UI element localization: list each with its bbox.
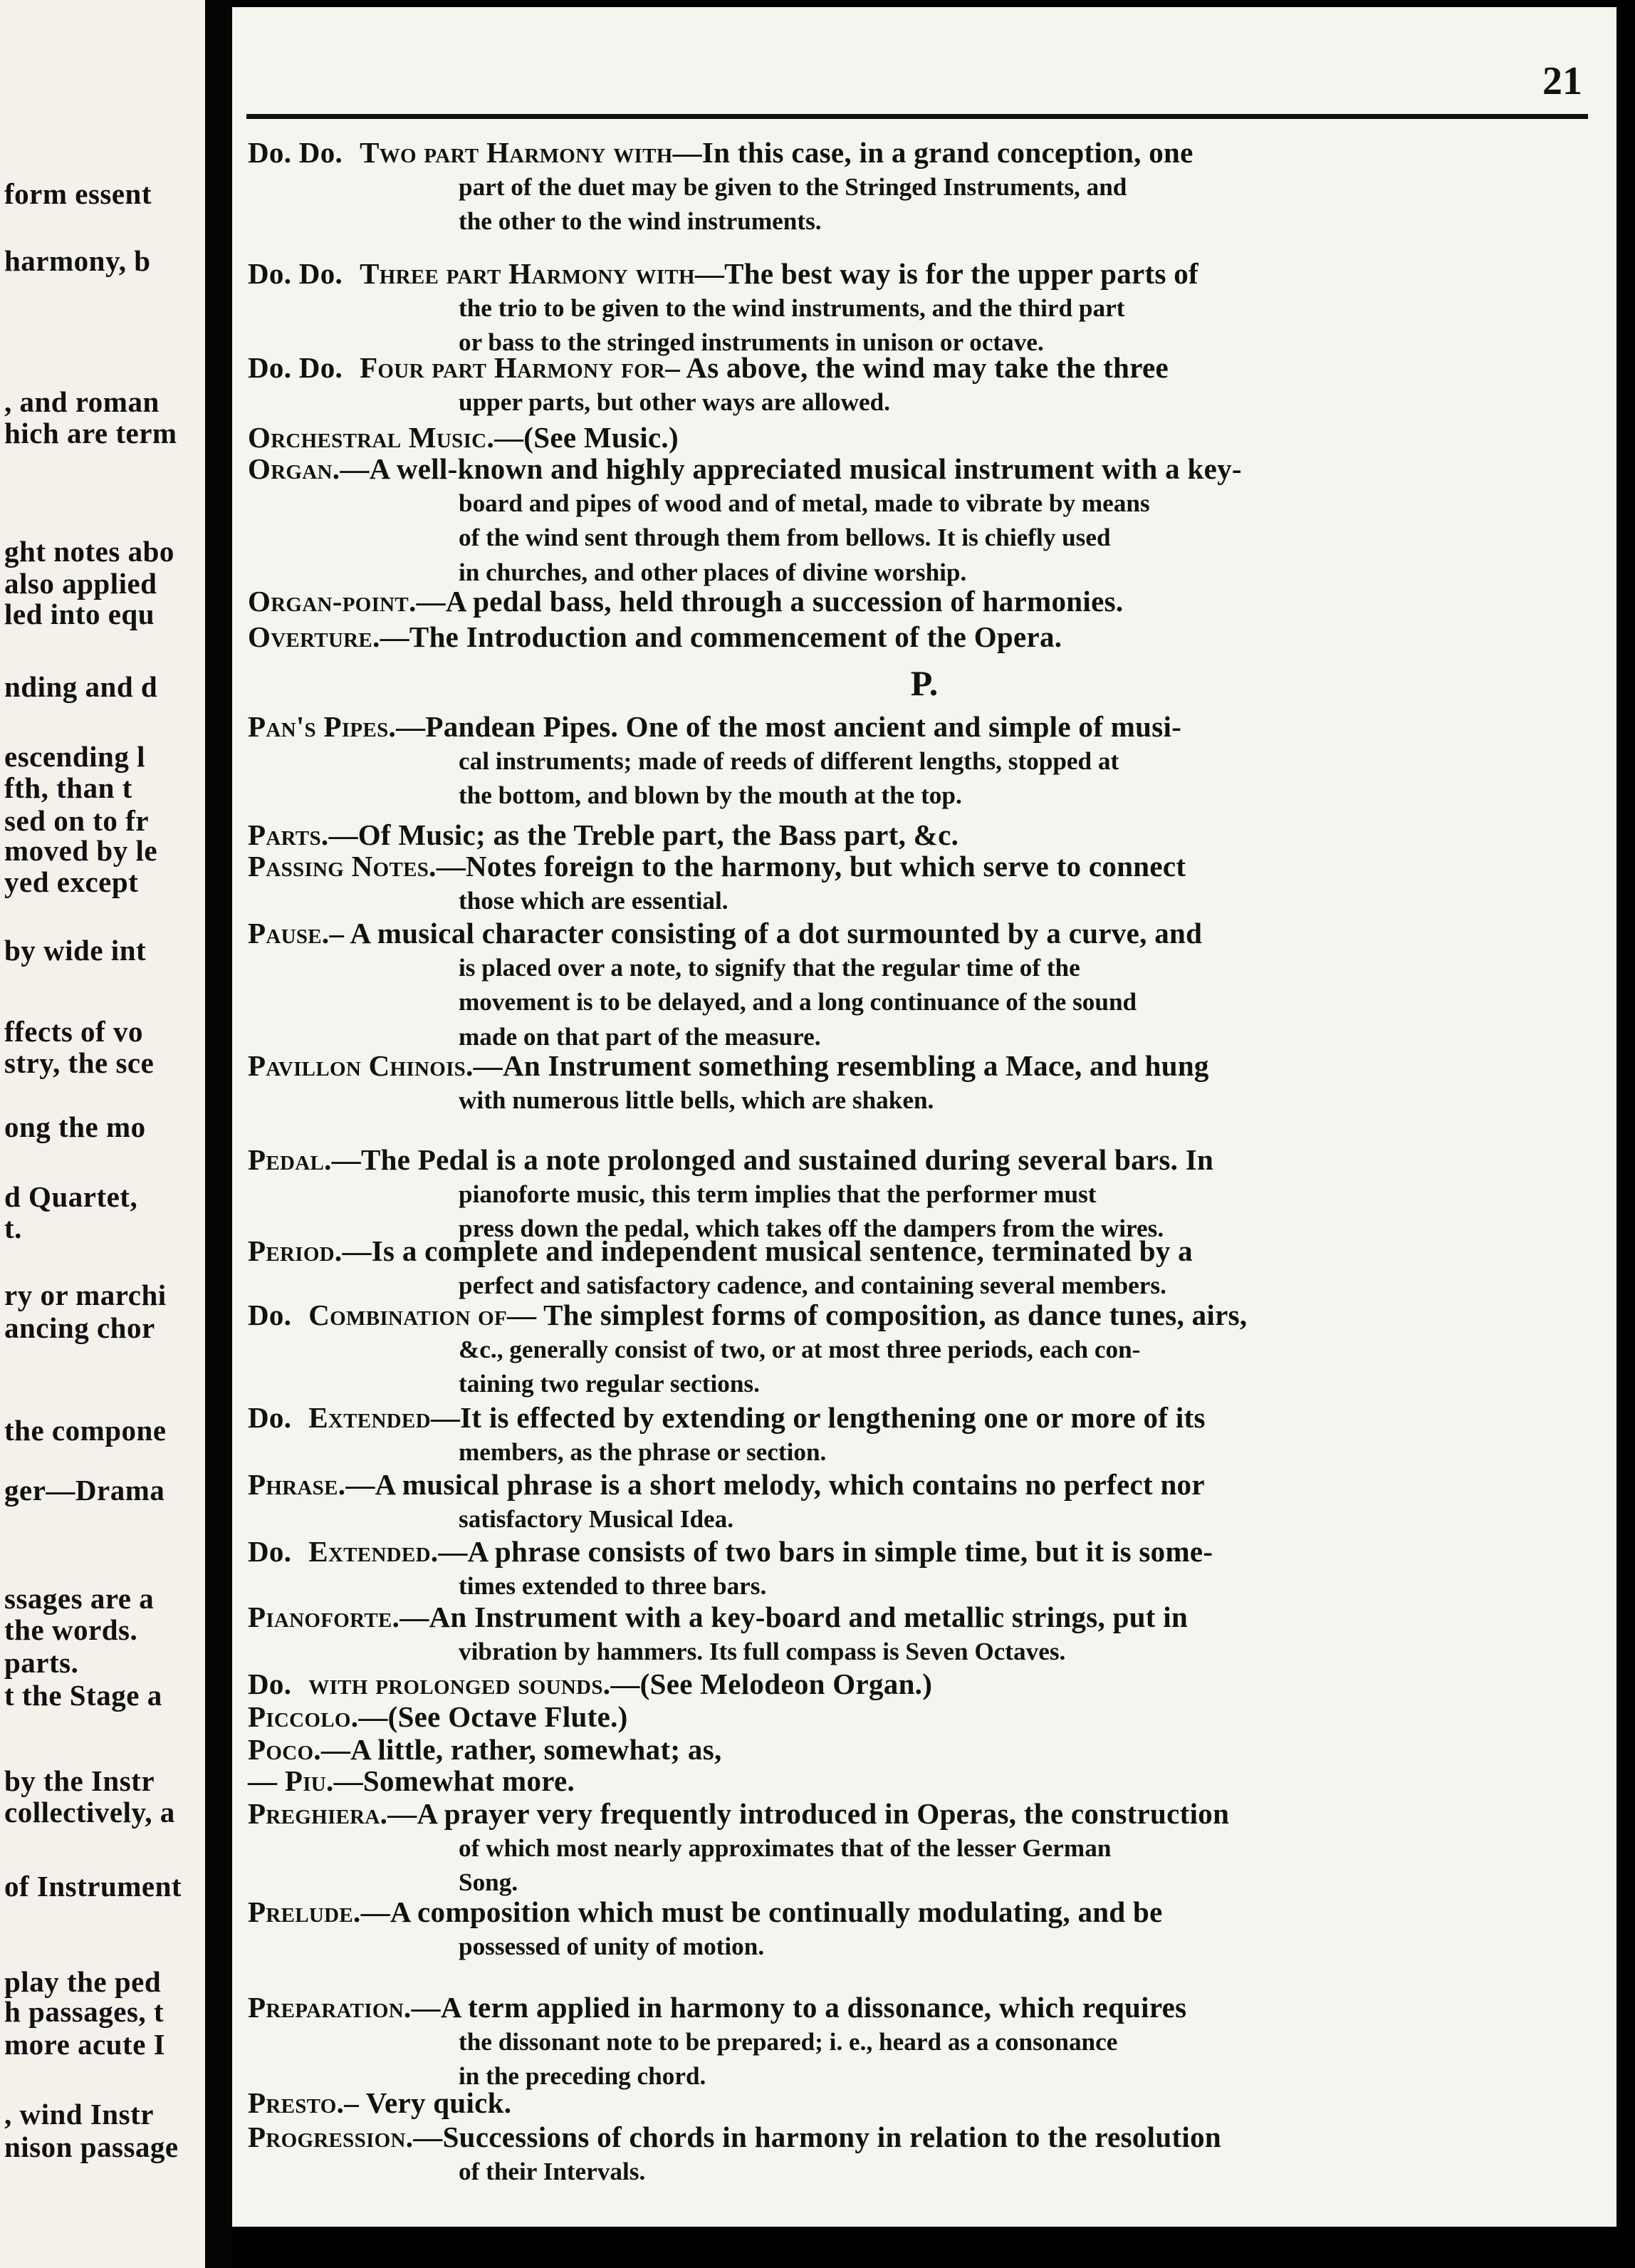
entry-continuation-line: upper parts, but other ways are allowed. bbox=[459, 387, 891, 416]
ditto-mark: Do. bbox=[248, 1401, 292, 1434]
fragment-line: nison passage bbox=[4, 2131, 179, 2163]
fragment-line: , wind Instr bbox=[4, 2098, 154, 2131]
entry-first-line bbox=[248, 1990, 1544, 2025]
entry-continuation-line: &c., generally consist of two, or at most three periods, each con- bbox=[459, 1335, 1141, 1363]
fragment-line: by wide int bbox=[4, 934, 147, 967]
entry-text: .—A little, rather, somewhat; as, bbox=[313, 1733, 722, 1766]
dictionary-entry bbox=[248, 452, 1544, 590]
entry-continuation-line: made on that part of the measure. bbox=[459, 1022, 821, 1051]
entry-first-line bbox=[248, 849, 1544, 884]
fragment-line: ancing chor bbox=[4, 1311, 155, 1344]
ditto-mark: Do. bbox=[248, 1668, 292, 1700]
dictionary-entry bbox=[248, 916, 1544, 1054]
dictionary-entry bbox=[248, 135, 1544, 239]
entry-text: .—An Instrument something resembling a Mace, and hung bbox=[466, 1049, 1209, 1082]
fragment-line: the words. bbox=[4, 1613, 138, 1646]
entry-text: .—A composition which must be continually modulating, and be bbox=[353, 1895, 1163, 1928]
entry-text: .—A well-known and highly appreciated musical instrument with a key- bbox=[332, 452, 1242, 485]
fragment-line: escending l bbox=[4, 740, 145, 773]
fragment-line: ger—Drama bbox=[4, 1474, 165, 1507]
fragment-line: sed on to fr bbox=[4, 804, 150, 837]
entry-continuation-line: press down the pedal, which takes off the dampers from the wires. bbox=[459, 1214, 1164, 1242]
entry-term: Four part Harmony for bbox=[360, 351, 666, 384]
entry-continuation-line: cal instruments; made of reeds of different lengths, stopped at bbox=[459, 747, 1119, 775]
entry-term: Progression bbox=[248, 2121, 406, 2153]
dictionary-page bbox=[232, 7, 1616, 2227]
entry-term: Preparation bbox=[248, 1991, 404, 2024]
entry-continuation-line: the bottom, and blown by the mouth at the top. bbox=[459, 781, 962, 809]
entry-first-line bbox=[248, 420, 1544, 455]
entry-text: .—A phrase consists of two bars in simple time, but it is some- bbox=[430, 1535, 1213, 1568]
entry-term: Presto bbox=[248, 2086, 337, 2119]
entry-first-line bbox=[248, 1534, 1544, 1569]
fragment-line: t. bbox=[4, 1212, 22, 1244]
dictionary-entry bbox=[248, 1534, 1544, 1603]
entry-term: Parts bbox=[248, 818, 321, 851]
fragment-line: stry, the sce bbox=[4, 1046, 155, 1079]
dictionary-entry bbox=[248, 1467, 1544, 1536]
fragment-line: d Quartet, bbox=[4, 1180, 138, 1213]
entry-text: .—(See Octave Flute.) bbox=[350, 1700, 628, 1733]
entry-term: Pause bbox=[248, 917, 322, 950]
entry-first-line bbox=[248, 1467, 1544, 1502]
entry-term: Organ-point bbox=[248, 585, 409, 618]
dictionary-entry bbox=[248, 709, 1544, 813]
dictionary-entry bbox=[248, 1667, 1544, 1702]
dictionary-entry bbox=[248, 2086, 1544, 2121]
entry-first-line bbox=[248, 135, 1544, 170]
fragment-line: hich are term bbox=[4, 417, 177, 449]
entry-first-line bbox=[248, 1234, 1544, 1269]
entry-first-line bbox=[248, 709, 1544, 744]
fragment-line: ong the mo bbox=[4, 1110, 146, 1143]
entry-term: Passing Notes bbox=[248, 850, 429, 883]
entry-first-line bbox=[248, 1764, 1544, 1799]
entry-text: .—A pedal bass, held through a succession of harmonies. bbox=[409, 585, 1124, 618]
entry-text: .—A term applied in harmony to a dissonance, which requires bbox=[404, 1991, 1187, 2024]
fragment-line: fth, than t bbox=[4, 771, 132, 804]
entry-term: Phrase bbox=[248, 1468, 338, 1501]
entry-text: .—A prayer very frequently introduced in Operas, the construction bbox=[380, 1797, 1230, 1830]
entry-text: .—Pandean Pipes. One of the most ancient and simple of musi- bbox=[388, 710, 1182, 743]
entry-continuation-line: part of the duet may be given to the Stringed Instruments, and bbox=[459, 172, 1127, 201]
entry-text: .—The Pedal is a note prolonged and sustained during several bars. In bbox=[324, 1143, 1214, 1176]
ditto-mark: Do. Do. bbox=[248, 257, 343, 290]
entry-first-line bbox=[248, 1732, 1544, 1767]
entry-first-line bbox=[248, 350, 1544, 385]
entry-continuation-line: those which are essential. bbox=[459, 886, 728, 915]
entry-first-line bbox=[248, 1298, 1544, 1333]
dictionary-entry bbox=[248, 1895, 1544, 1964]
dictionary-entry bbox=[248, 420, 1544, 455]
dictionary-entry bbox=[248, 1796, 1544, 1900]
fragment-line: , and roman bbox=[4, 385, 160, 418]
entry-text: .—An Instrument with a key-board and metallic strings, put in bbox=[392, 1601, 1189, 1633]
entry-term: Extended bbox=[308, 1401, 431, 1434]
fragment-line: yed except bbox=[4, 865, 139, 898]
section-letter: P. bbox=[910, 663, 939, 703]
entry-continuation-line: perfect and satisfactory cadence, and containing several members. bbox=[459, 1271, 1166, 1299]
entry-continuation-line: satisfactory Musical Idea. bbox=[459, 1504, 734, 1533]
entry-text: .—Of Music; as the Treble part, the Bass part, &c. bbox=[320, 818, 959, 851]
fragment-line: of Instrument bbox=[4, 1870, 182, 1903]
fragment-line: t the Stage a bbox=[4, 1679, 162, 1712]
fragment-line: h passages, t bbox=[4, 1995, 164, 2028]
entry-text: .—Successions of chords in harmony in relation to the resolution bbox=[405, 2121, 1221, 2153]
fragment-line: ssages are a bbox=[4, 1582, 155, 1615]
fragment-line: ry or marchi bbox=[4, 1279, 167, 1311]
fragment-line: ght notes abo bbox=[4, 535, 174, 568]
entry-continuation-line: taining two regular sections. bbox=[459, 1370, 760, 1398]
dictionary-entry bbox=[248, 1234, 1544, 1303]
dictionary-entry bbox=[248, 849, 1544, 918]
entry-first-line bbox=[248, 1796, 1544, 1831]
dictionary-entry bbox=[248, 1143, 1544, 1247]
dictionary-entry bbox=[248, 1764, 1544, 1799]
entry-term: Piccolo bbox=[248, 1700, 351, 1733]
entry-first-line bbox=[248, 256, 1544, 291]
dictionary-entry bbox=[248, 584, 1544, 619]
entry-continuation-line: or bass to the stringed instruments in unison or octave. bbox=[459, 328, 1044, 356]
fragment-line: led into equ bbox=[4, 598, 155, 630]
entry-continuation-line: the dissonant note to be prepared; i. e., heard as a consonance bbox=[459, 2027, 1118, 2056]
entry-continuation-line: of which most nearly approximates that of the lesser German bbox=[459, 1833, 1112, 1862]
entry-first-line bbox=[248, 1143, 1544, 1177]
previous-page-fragment bbox=[0, 0, 205, 2268]
entry-term: Preghiera bbox=[248, 1797, 380, 1830]
entry-continuation-line: pianoforte music, this term implies that the performer must bbox=[459, 1180, 1097, 1208]
fragment-line: also applied bbox=[4, 567, 157, 600]
fragment-line: harmony, b bbox=[4, 244, 151, 277]
entry-continuation-line: members, as the phrase or section. bbox=[459, 1437, 827, 1466]
entry-term: — Piu bbox=[248, 1764, 327, 1797]
entry-term: Period bbox=[248, 1234, 335, 1267]
entry-continuation-line: is placed over a note, to signify that the regular time of the bbox=[459, 953, 1080, 982]
dictionary-entry bbox=[248, 1049, 1544, 1118]
dictionary-entry bbox=[248, 1732, 1544, 1767]
dictionary-entry bbox=[248, 1600, 1544, 1669]
dictionary-entry bbox=[248, 1700, 1544, 1734]
fragment-line: more acute I bbox=[4, 2028, 166, 2061]
entry-term: Pan's Pipes bbox=[248, 710, 389, 743]
dictionary-entry bbox=[248, 620, 1544, 655]
entry-first-line bbox=[248, 1400, 1544, 1435]
entry-continuation-line: the other to the wind instruments. bbox=[459, 207, 822, 235]
entry-first-line bbox=[248, 1667, 1544, 1702]
entry-term: Combination of bbox=[308, 1299, 508, 1331]
entry-term: Two part Harmony with bbox=[360, 136, 673, 169]
entry-text: – As above, the wind may take the three bbox=[665, 351, 1169, 384]
book-gutter bbox=[205, 0, 232, 2268]
entry-text: .—A musical phrase is a short melody, which contains no perfect nor bbox=[338, 1468, 1205, 1501]
entry-continuation-line: possessed of unity of motion. bbox=[459, 1932, 765, 1960]
entry-first-line bbox=[248, 818, 1544, 853]
dictionary-entry bbox=[248, 1990, 1544, 2094]
entry-continuation-line: of their Intervals. bbox=[459, 2157, 646, 2185]
entry-continuation-line: times extended to three bars. bbox=[459, 1571, 767, 1600]
entry-text: .—The Introduction and commencement of the Opera. bbox=[372, 620, 1062, 653]
entry-term: Organ bbox=[248, 452, 333, 485]
dictionary-entry bbox=[248, 256, 1544, 360]
ditto-mark: Do. Do. bbox=[248, 136, 343, 169]
entry-text: .– A musical character consisting of a dot surmounted by a curve, and bbox=[321, 917, 1203, 950]
ditto-mark: Do. Do. bbox=[248, 351, 343, 384]
entry-term: Extended bbox=[308, 1535, 431, 1568]
dictionary-entry bbox=[248, 350, 1544, 420]
entry-first-line bbox=[248, 1700, 1544, 1734]
fragment-line: the compone bbox=[4, 1414, 167, 1447]
entry-continuation-line: in the preceding chord. bbox=[459, 2062, 706, 2090]
entry-first-line bbox=[248, 2120, 1544, 2155]
entry-first-line bbox=[248, 1895, 1544, 1930]
entry-continuation-line: board and pipes of wood and of metal, made to vibrate by means bbox=[459, 489, 1150, 517]
entry-term: Pianoforte bbox=[248, 1601, 392, 1633]
entry-text: .—(See Music.) bbox=[486, 421, 679, 454]
fragment-line: moved by le bbox=[4, 834, 158, 867]
entry-term: Poco bbox=[248, 1733, 314, 1766]
entry-continuation-line: vibration by hammers. Its full compass is Seven Octaves. bbox=[459, 1637, 1066, 1665]
page-number: 21 bbox=[1542, 59, 1582, 103]
entry-term: Prelude bbox=[248, 1895, 354, 1928]
entry-first-line bbox=[248, 1600, 1544, 1635]
entry-text: .—Notes foreign to the harmony, but which serve to connect bbox=[429, 850, 1186, 883]
entry-continuation-line: movement is to be delayed, and a long continuance of the sound bbox=[459, 988, 1137, 1016]
ditto-mark: Do. bbox=[248, 1535, 292, 1568]
entry-first-line bbox=[248, 2086, 1544, 2121]
fragment-line: parts. bbox=[4, 1646, 79, 1679]
entry-term: Three part Harmony with bbox=[360, 257, 695, 290]
entry-continuation-line: with numerous little bells, which are shaken. bbox=[459, 1086, 934, 1114]
entry-text: .– Very quick. bbox=[336, 2086, 512, 2119]
dictionary-entry bbox=[248, 1400, 1544, 1469]
ditto-mark: Do. bbox=[248, 1299, 292, 1331]
entry-continuation-line: the trio to be given to the wind instruments, and the third part bbox=[459, 293, 1125, 322]
dictionary-entry bbox=[248, 2120, 1544, 2189]
entry-text: —The best way is for the upper parts of bbox=[694, 257, 1199, 290]
fragment-line: nding and d bbox=[4, 670, 158, 703]
fragment-line: by the Instr bbox=[4, 1764, 155, 1797]
fragment-line: play the ped bbox=[4, 1965, 162, 1998]
entry-text: .—Is a complete and independent musical sentence, terminated by a bbox=[334, 1234, 1193, 1267]
fragment-line: ffects of vo bbox=[4, 1015, 143, 1048]
entry-continuation-line: of the wind sent through them from bellows. It is chiefly used bbox=[459, 524, 1111, 551]
entry-first-line bbox=[248, 584, 1544, 619]
entry-continuation-line: in churches, and other places of divine worship. bbox=[459, 558, 967, 586]
entry-term: Orchestral Music bbox=[248, 421, 487, 454]
entry-first-line bbox=[248, 620, 1544, 655]
entry-term: Overture bbox=[248, 620, 373, 653]
dictionary-entry bbox=[248, 1298, 1544, 1402]
fragment-line: collectively, a bbox=[4, 1796, 175, 1829]
entry-first-line bbox=[248, 916, 1544, 951]
entry-term: Pedal bbox=[248, 1143, 325, 1176]
entry-first-line bbox=[248, 452, 1544, 487]
entry-first-line bbox=[248, 1049, 1544, 1083]
entry-term: Pavillon Chinois bbox=[248, 1049, 466, 1082]
header-rule bbox=[246, 114, 1588, 119]
entry-continuation-line: Song. bbox=[459, 1868, 518, 1896]
entry-text: —In this case, in a grand conception, one bbox=[672, 136, 1193, 169]
entry-text: —It is effected by extending or lengthening one or more of its bbox=[430, 1401, 1206, 1434]
entry-term: with prolonged sounds bbox=[308, 1668, 603, 1700]
fragment-line: form essent bbox=[4, 177, 152, 210]
entry-text: .—(See Melodeon Organ.) bbox=[602, 1668, 933, 1700]
entry-text: — The simplest forms of composition, as dance tunes, airs, bbox=[507, 1299, 1248, 1331]
entry-text: .—Somewhat more. bbox=[326, 1764, 575, 1797]
dictionary-entry bbox=[248, 818, 1544, 853]
